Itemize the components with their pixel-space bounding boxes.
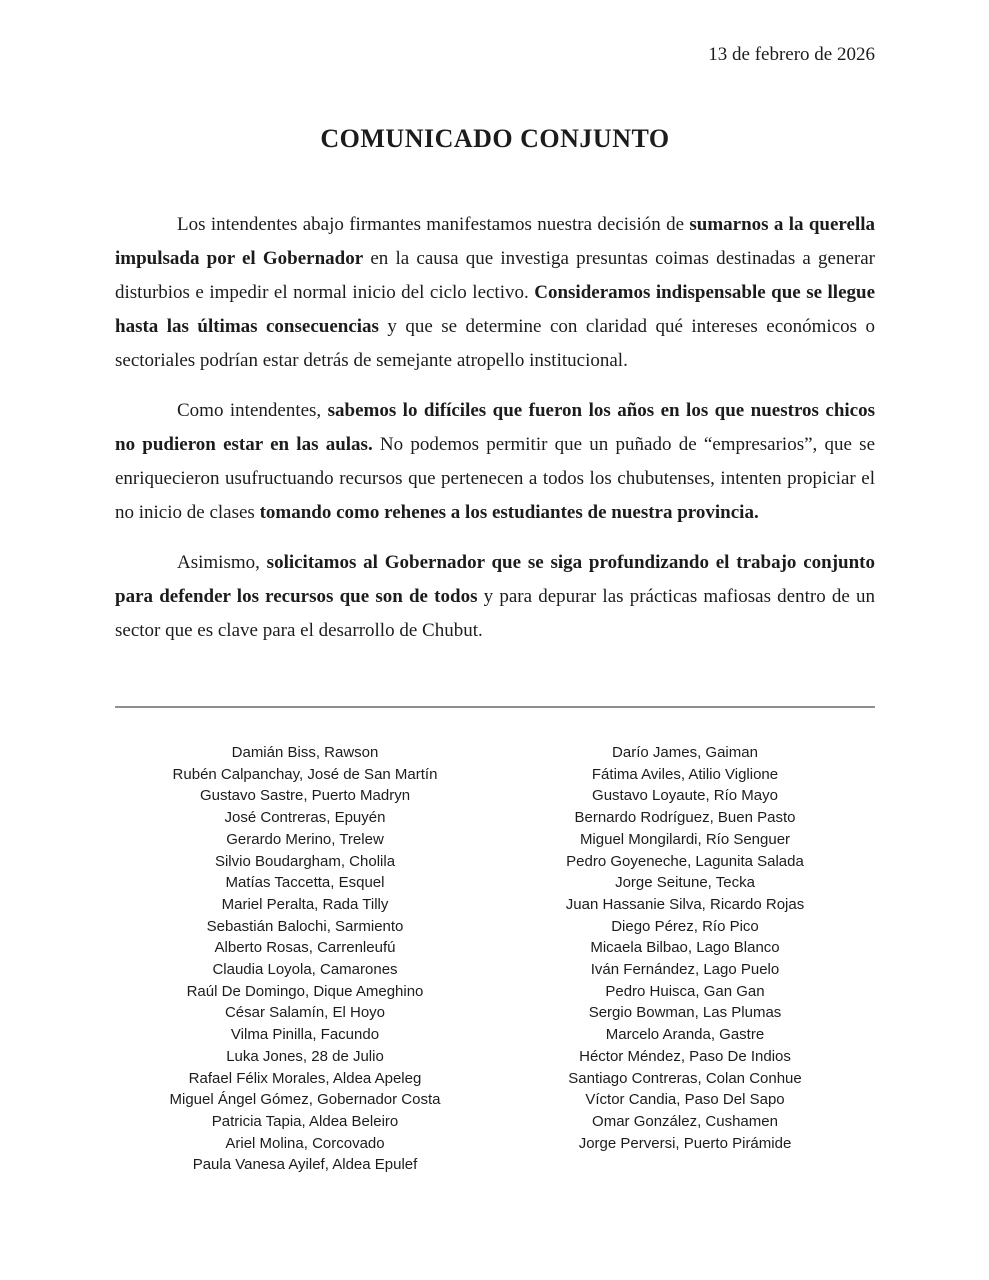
signatory-name: Pedro Huisca, Gan Gan <box>605 982 765 1000</box>
paragraph <box>115 208 875 378</box>
text-segment: Asimismo, <box>177 552 267 573</box>
signatory-name: Miguel Mongilardi, Río Senguer <box>579 830 791 848</box>
signatory-name: Pedro Goyeneche, Lagunita Salada <box>566 852 804 870</box>
signatory-name: Iván Fernández, Lago Puelo <box>590 961 780 979</box>
text-segment: Los intendentes abajo firmantes manifestamos nuestra decisión de <box>177 214 690 235</box>
signatory-name: Luka Jones, 28 de Julio <box>226 1047 384 1065</box>
signatory-name: Gerardo Merino, Trelew <box>226 830 384 848</box>
signatories-section <box>115 742 875 1176</box>
paragraph <box>115 394 875 530</box>
signatories-left-column <box>115 742 495 1176</box>
signatory-name: Alberto Rosas, Carrenleufú <box>214 939 396 957</box>
bold-text-segment: tomando como rehenes a los estudiantes de nuestra provincia. <box>259 502 759 523</box>
signatory-name: Marcelo Aranda, Gastre <box>605 1026 765 1044</box>
signatory-name: Claudia Loyola, Camarones <box>212 961 398 979</box>
signatory-name: Rubén Calpanchay, José de San Martín <box>172 765 438 783</box>
bold-text-segment: sabemos lo difíciles que fueron los años en los que nuestros chicos no pudieron estar en las aulas. <box>115 400 875 455</box>
signatory-name: José Contreras, Epuyén <box>224 809 386 827</box>
signatory-name: Gustavo Sastre, Puerto Madryn <box>199 787 411 805</box>
signatory-name: Darío James, Gaiman <box>612 744 758 761</box>
text-segment: Como intendentes, <box>177 400 328 421</box>
signatory-name: Omar González, Cushamen <box>592 1112 778 1130</box>
document-title: COMUNICADO CONJUNTO <box>320 124 670 153</box>
signatory-name: Mariel Peralta, Rada Tilly <box>221 895 389 913</box>
signatory-name: Juan Hassanie Silva, Ricardo Rojas <box>565 895 805 913</box>
text-segment: y que se determine con claridad qué intereses económicos o sectoriales podrían estar detrás de semejante atropello institucional. <box>115 316 875 371</box>
signatory-name: Micaela Bilbao, Lago Blanco <box>590 939 780 957</box>
bold-text-segment: solicitamos al Gobernador que se siga profundizando el trabajo conjunto para defender los recursos que son de todos <box>115 552 875 607</box>
signatory-name: Rafael Félix Morales, Aldea Apeleg <box>188 1069 422 1087</box>
signatory-name: Gustavo Loyaute, Río Mayo <box>592 787 778 805</box>
signatory-name: Sebastián Balochi, Sarmiento <box>206 917 404 935</box>
text-segment: y para depurar las prácticas mafiosas dentro de un sector que es clave para el desarrollo de Chubut. <box>115 586 875 641</box>
signatory-name: Bernardo Rodríguez, Buen Pasto <box>574 809 796 827</box>
signatory-name: Héctor Méndez, Paso De Indios <box>579 1047 791 1065</box>
signatory-name: Matías Taccetta, Esquel <box>225 874 385 892</box>
signatory-name: Vilma Pinilla, Facundo <box>230 1026 380 1044</box>
signatory-name: Jorge Perversi, Puerto Pirámide <box>578 1134 792 1152</box>
bold-text-segment: sumarnos a la querella impulsada por el Gobernador <box>115 214 876 269</box>
text-segment: en la causa que investiga presuntas coimas destinadas a generar disturbios e impedir el normal inicio del ciclo lectivo. <box>115 248 875 303</box>
signatory-name: Fátima Aviles, Atilio Viglione <box>591 765 779 783</box>
text-segment: No podemos permitir que un puñado de “empresarios”, que se enriquecieron usufructuando recursos que pertenecen a todos los chubutenses, intenten propiciar el no inicio de clases <box>115 434 875 523</box>
document-date: 13 de febrero de 2026 <box>708 44 875 65</box>
signatory-name: Silvio Boudargham, Cholila <box>214 852 396 870</box>
signatory-name: César Salamín, El Hoyo <box>224 1004 386 1022</box>
signatory-name: Damián Biss, Rawson <box>231 744 379 761</box>
signatory-name: Ariel Molina, Corcovado <box>225 1134 385 1152</box>
bold-text-segment: Consideramos indispensable que se llegue hasta las últimas consecuencias <box>115 282 875 337</box>
signature-divider-line <box>115 706 875 708</box>
signatory-name: Miguel Ángel Gómez, Gobernador Costa <box>169 1091 441 1109</box>
paragraph <box>115 546 875 648</box>
body-paragraphs <box>115 208 875 648</box>
signatory-name: Diego Pérez, Río Pico <box>611 917 759 935</box>
signatory-name: Patricia Tapia, Aldea Beleiro <box>211 1112 399 1130</box>
signatory-name: Paula Vanesa Ayilef, Aldea Epulef <box>192 1156 418 1174</box>
signatory-name: Raúl De Domingo, Dique Ameghino <box>186 982 424 1000</box>
signatory-name: Santiago Contreras, Colan Conhue <box>568 1069 802 1087</box>
signatory-name: Sergio Bowman, Las Plumas <box>588 1004 782 1022</box>
signatories-right-column <box>495 742 875 1176</box>
signatory-name: Jorge Seitune, Tecka <box>615 874 755 892</box>
signatory-name: Víctor Candia, Paso Del Sapo <box>585 1091 785 1109</box>
